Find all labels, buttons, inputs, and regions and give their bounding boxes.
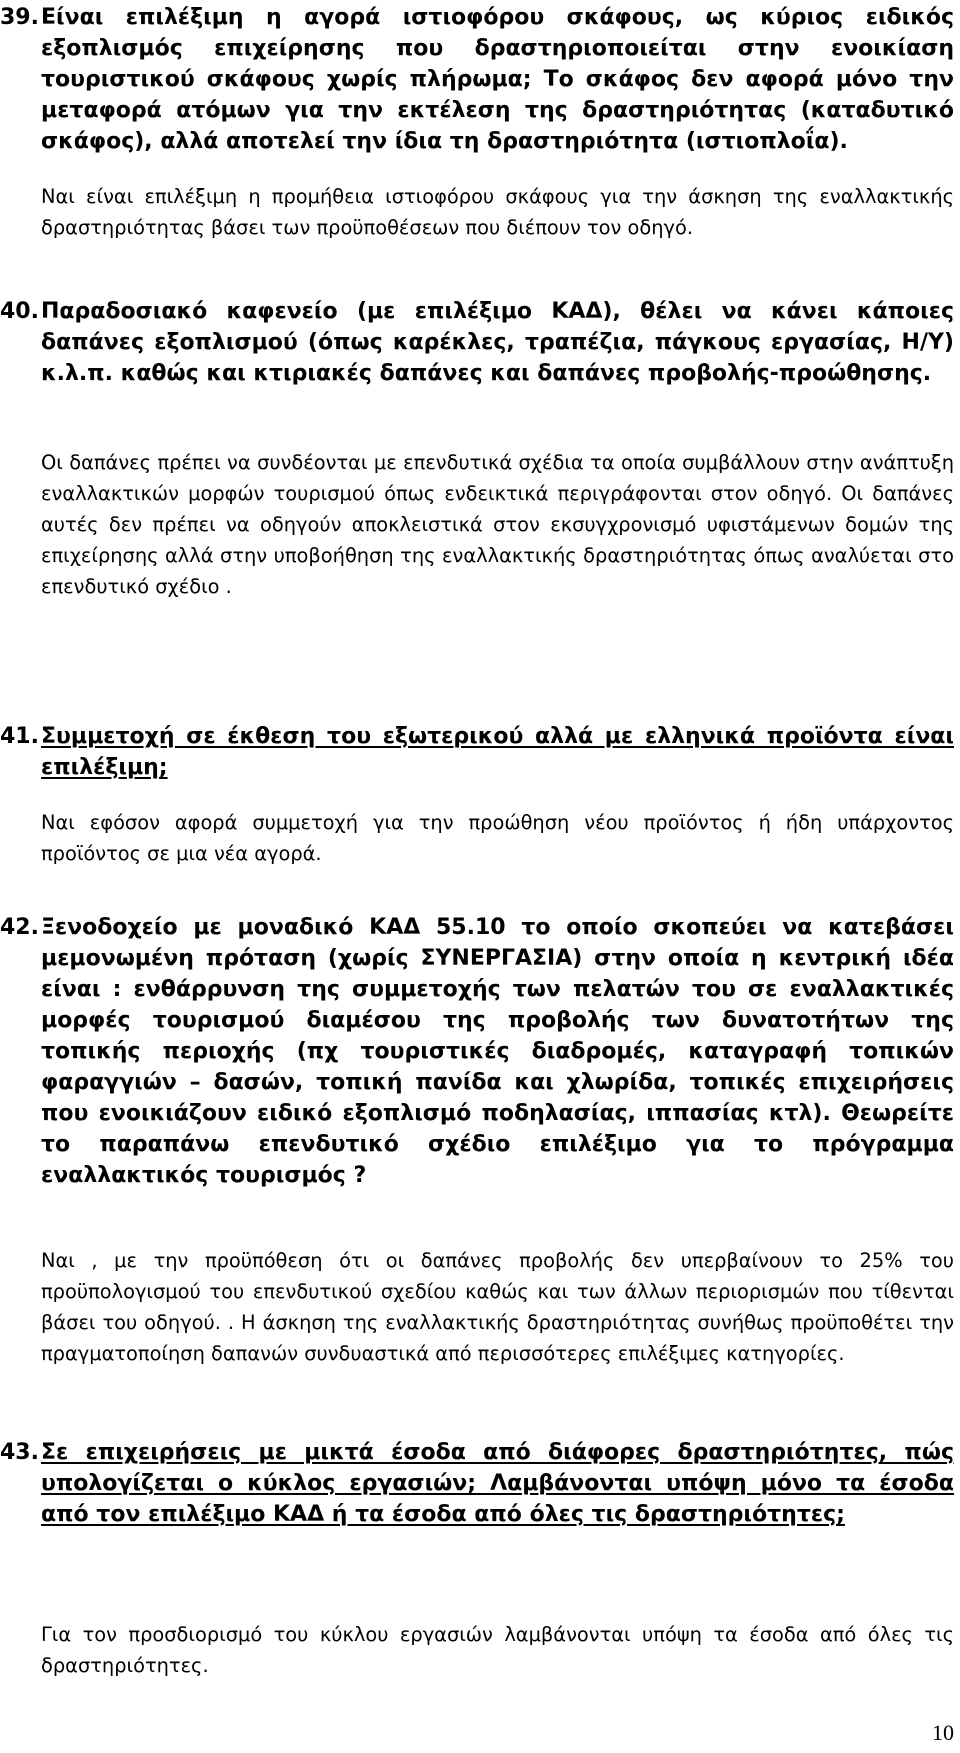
answer-40: Οι δαπάνες πρέπει να συνδέονται με επενδυτικά σχέδια τα οποία συμβάλλουν στην ανάπτυξη εναλλακτικών μορφών τουρισμού όπως ενδεικτικά περιγράφονται στον οδηγό. Οι δαπάνες αυτές δεν πρέπει να οδηγούν αποκλειστικά στον εκσυγχρονισμό υφιστάμενων δομών της επιχείρησης αλλά στην υποβοήθηση της εναλλακτικής δραστηριότητας όπως αναλύεται στο επενδυτικό σχέδιο . bbox=[41, 451, 954, 598]
question-text: Παραδοσιακό καφενείο (με επιλέξιμο ΚΑΔ), θέλει να κάνει κάποιες δαπάνες εξοπλισμού (όπως καρέκλες, τραπέζια, πάγκους εργασίας, Η/Υ) κ.λ.π. καθώς και κτιριακές δαπάνες και δαπάνες προβολής-προώθησης. bbox=[41, 299, 954, 386]
question-text: Είναι επιλέξιμη η αγορά ιστιοφόρου σκάφους, ως κύριος ειδικός εξοπλισμός επιχείρησης που δραστηριοποιείται στην ενοικίαση τουριστικού σκάφους χωρίς πλήρωμα; Το σκάφος δεν αφορά μόνο την μεταφορά ατόμων για την εκτέλεση της δραστηριότητας (καταδυτικό σκάφος), αλλά αποτελεί την ίδια τη δραστηριότητα (ιστιοπλοΐα). bbox=[41, 5, 954, 154]
question-43 bbox=[0, 1437, 954, 1530]
answer-39: Ναι είναι επιλέξιμη η προμήθεια ιστιοφόρου σκάφους για την άσκηση της εναλλακτικής δραστηριότητας βάσει των προϋποθέσεων που διέπουν τον οδηγό. bbox=[41, 185, 954, 239]
question-number: 39. bbox=[0, 5, 39, 30]
question-number: 41. bbox=[0, 724, 39, 749]
answer-43: Για τον προσδιορισμό του κύκλου εργασιών λαμβάνονται υπόψη τα έσοδα από όλες τις δραστηριότητες. bbox=[41, 1623, 954, 1677]
question-number: 42. bbox=[0, 915, 39, 940]
answer-42: Ναι , με την προϋπόθεση ότι οι δαπάνες προβολής δεν υπερβαίνουν το 25% του προϋπολογισμού του επενδυτικού σχεδίου καθώς και των άλλων περιορισμών που τίθενται βάσει του οδηγού. . Η άσκηση της εναλλακτικής δραστηριότητας συνήθως προϋποθέτει την πραγματοποίηση δαπανών συνδυαστικά από περισσότερες επιλέξιμες κατηγορίες. bbox=[41, 1249, 954, 1365]
question-number: 40. bbox=[0, 299, 39, 324]
question-text: Ξενοδοχείο με μοναδικό ΚΑΔ 55.10 το οποίο σκοπεύει να κατεβάσει μεμονωμένη πρόταση (χωρίς ΣΥΝΕΡΓΑΣΙΑ) στην οποία η κεντρική ιδέα είναι : ενθάρρυνση της συμμετοχής των πελατών του σε εναλλακτικές μορφές τουρισμού διαμέσου της προβολής των δυνατοτήτων της τοπικής περιοχής (πχ τουριστικές διαδρομές, καταγραφή τοπικών φαραγγιών – δασών, τοπική πανίδα και χλωρίδα, τοπικές επιχειρήσεις που ενοικιάζουν ειδικό εξοπλισμό ποδηλασίας, ιππασίας κτλ). Θεωρείτε το παραπάνω επενδυτικό σχέδιο επιλέξιμο για το πρόγραμμα εναλλακτικός τουρισμός ? bbox=[41, 915, 954, 1188]
question-text: Σε επιχειρήσεις με μικτά έσοδα από διάφορες δραστηριότητες, πώς υπολογίζεται ο κύκλος εργασιών; Λαμβάνονται υπόψη μόνο τα έσοδα από τον επιλέξιμο ΚΑΔ ή τα έσοδα από όλες τις δραστηριότητες; bbox=[41, 1440, 954, 1527]
question-41 bbox=[0, 721, 954, 783]
question-text: Συμμετοχή σε έκθεση του εξωτερικού αλλά με ελληνικά προϊόντα είναι επιλέξιμη; bbox=[41, 724, 954, 780]
question-40 bbox=[0, 296, 954, 389]
answer-41: Ναι εφόσον αφορά συμμετοχή για την προώθηση νέου προϊόντος ή ήδη υπάρχοντος προϊόντος σε μια νέα αγορά. bbox=[41, 811, 954, 865]
question-42 bbox=[0, 912, 954, 1191]
question-39 bbox=[0, 2, 954, 157]
question-number: 43. bbox=[0, 1440, 39, 1465]
page-number: 10 bbox=[932, 1720, 954, 1745]
